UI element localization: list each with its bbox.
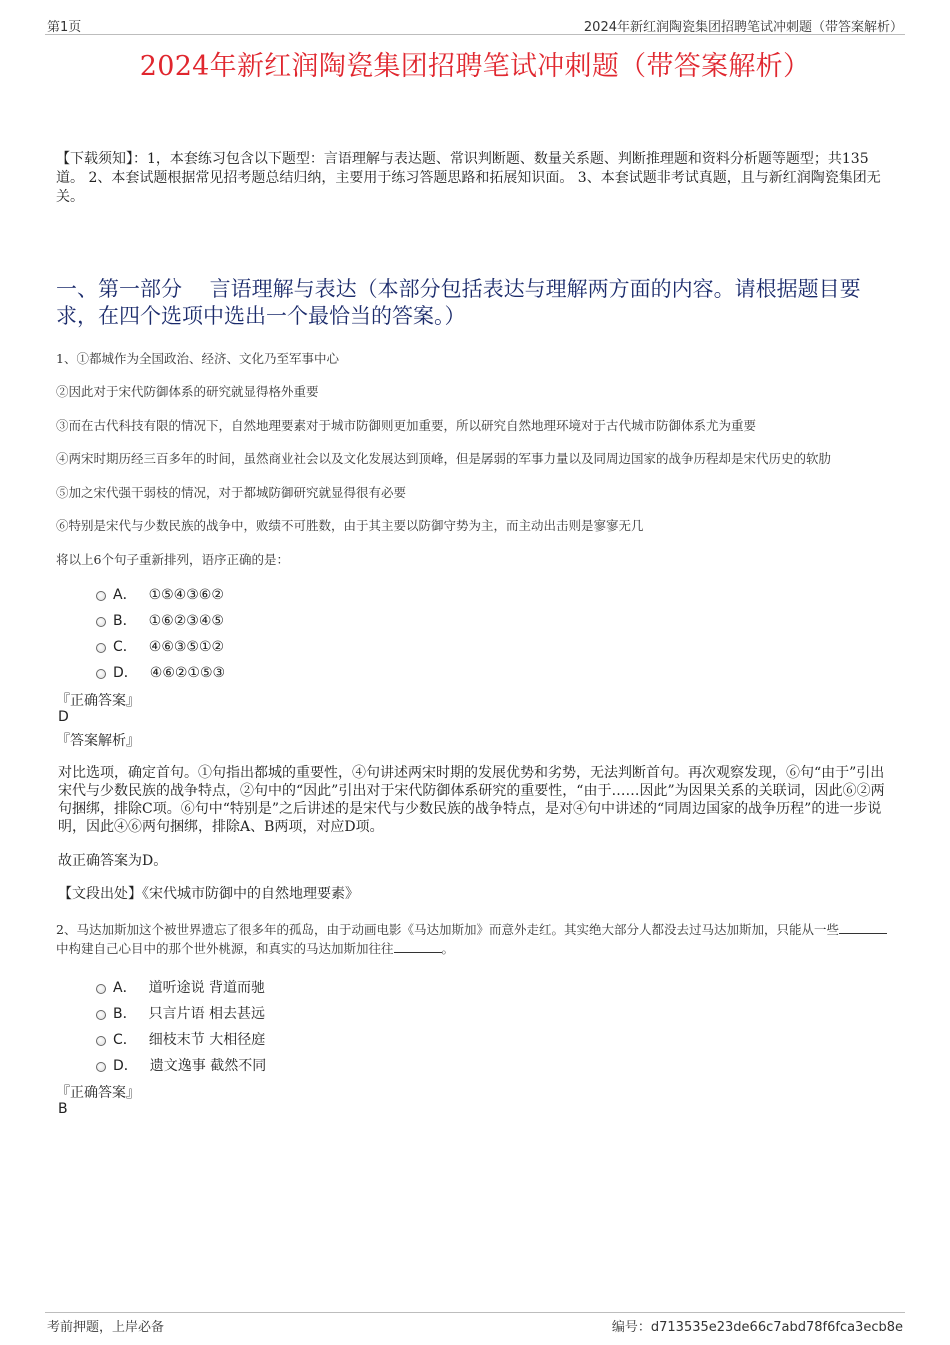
page-footer [45,1312,905,1335]
q2-option-c[interactable]: C． 细枝末节 大相径庭 [96,1029,265,1049]
q2-blank-2 [394,941,442,953]
q2-answer-value: B [58,1101,68,1117]
q2-answer-label: 『正确答案』 [56,1085,140,1101]
radio-icon[interactable] [96,1036,106,1046]
q1-answer-value: D [58,709,69,725]
q1-sentence-1: 1、①都城作为全国政治、经济、文化乃至军事中心 [56,351,339,366]
q1-option-a[interactable]: A． ①⑤④③⑥② [96,584,224,604]
q1-prompt: 将以上6个句子重新排列，语序正确的是： [56,552,289,567]
q2-option-a[interactable]: A． 道听途说 背道而驰 [96,977,265,997]
radio-icon[interactable] [96,1010,106,1020]
download-notice: 【下载须知】：1，本套练习包含以下题型：言语理解与表达题、常识判断题、数量关系题、判断推理题和资料分析题等题型；共135道。 2、本套试题根据常见招考题总结归纳，主要用于练习答题思路和拓展知识面。 3、本套试题非考试真题，且与新红润陶瓷集团无关。 [56,151,881,205]
q1-option-c[interactable]: C． ④⑥③⑤①② [96,636,224,656]
q1-sentence-4: ④两宋时期历经三百多年的时间，虽然商业社会以及文化发展达到顶峰，但是孱弱的军事力量以及同周边国家的战争历程却是宋代历史的软肋 [56,451,832,466]
page-header [45,14,905,35]
radio-icon[interactable] [96,984,106,994]
radio-icon[interactable] [96,591,106,601]
page-title: 2024年新红润陶瓷集团招聘笔试冲刺题（带答案解析） [139,51,811,82]
radio-icon[interactable] [96,1062,106,1072]
q2-stem: 2、马达加斯加这个被世界遗忘了很多年的孤岛，由于动画电影《马达加斯加》而意外走红。其实绝大部分人都没去过马达加斯加，只能从一些中构建自己心目中的那个世外桃源，和真实的马达加斯加往往 。 [56,920,892,958]
q1-analysis-label: 『答案解析』 [56,733,140,749]
radio-icon[interactable] [96,669,106,679]
q1-conclusion: 故正确答案为D。 [58,853,168,869]
q1-sentence-6: ⑥特别是宋代与少数民族的战争中，败绩不可胜数，由于其主要以防御守势为主，而主动出击则是寥寥无几 [56,518,644,533]
header-doc-title: 2024年新红润陶瓷集团招聘笔试冲刺题（带答案解析） [583,20,903,35]
q2-blank-1 [839,922,887,934]
q1-option-b[interactable]: B． ①⑥②③④⑤ [96,610,224,630]
q1-sentence-2: ②因此对于宋代防御体系的研究就显得格外重要 [56,384,319,399]
footer-slogan: 考前押题，上岸必备 [47,1320,165,1335]
q2-option-b[interactable]: B． 只言片语 相去甚远 [96,1003,265,1023]
q1-source: 【文段出处】《宋代城市防御中的自然地理要素》 [58,886,359,902]
q2-option-d[interactable]: D． 遗文逸事 截然不同 [96,1055,266,1075]
footer-code: 编号：d713535e23de66c7abd78f6fca3ecb8e [611,1320,903,1335]
q1-analysis-text: 对比选项，确定首句。①句指出都城的重要性，④句讲述两宋时期的发展优势和劣势，无法判断首句。再次观察发现，⑥句“由于”引出宋代与少数民族的战争特点，②句中的“因此”引出对于宋代防御体系研究的重要性，“由于……因此”为因果关系的关联词，因此⑥②两句捆绑，排除C项。⑥句中“特别是”之后讲述的是宋代与少数民族的战争特点，是对④句中讲述的“同周边国家的战争历程”的进一步说明，因此④⑥两句捆绑，排除A、B两项，对应D项。 [58,765,885,835]
q1-option-d[interactable]: D． ④⑥②①⑤③ [96,662,225,682]
q1-sentence-3: ③而在古代科技有限的情况下，自然地理要素对于城市防御则更加重要，所以研究自然地理环境对于古代城市防御体系尤为重要 [56,418,757,433]
page-number: 第1页 [47,20,82,35]
radio-icon[interactable] [96,643,106,653]
q1-answer-label: 『正确答案』 [56,693,140,709]
radio-icon[interactable] [96,617,106,627]
section-title: 一、第一部分 言语理解与表达（本部分包括表达与理解两方面的内容。请根据题目要求，在四个选项中选出一个最恰当的答案。） [56,277,861,328]
q1-sentence-5: ⑤加之宋代强干弱枝的情况，对于都城防御研究就显得很有必要 [56,485,407,500]
